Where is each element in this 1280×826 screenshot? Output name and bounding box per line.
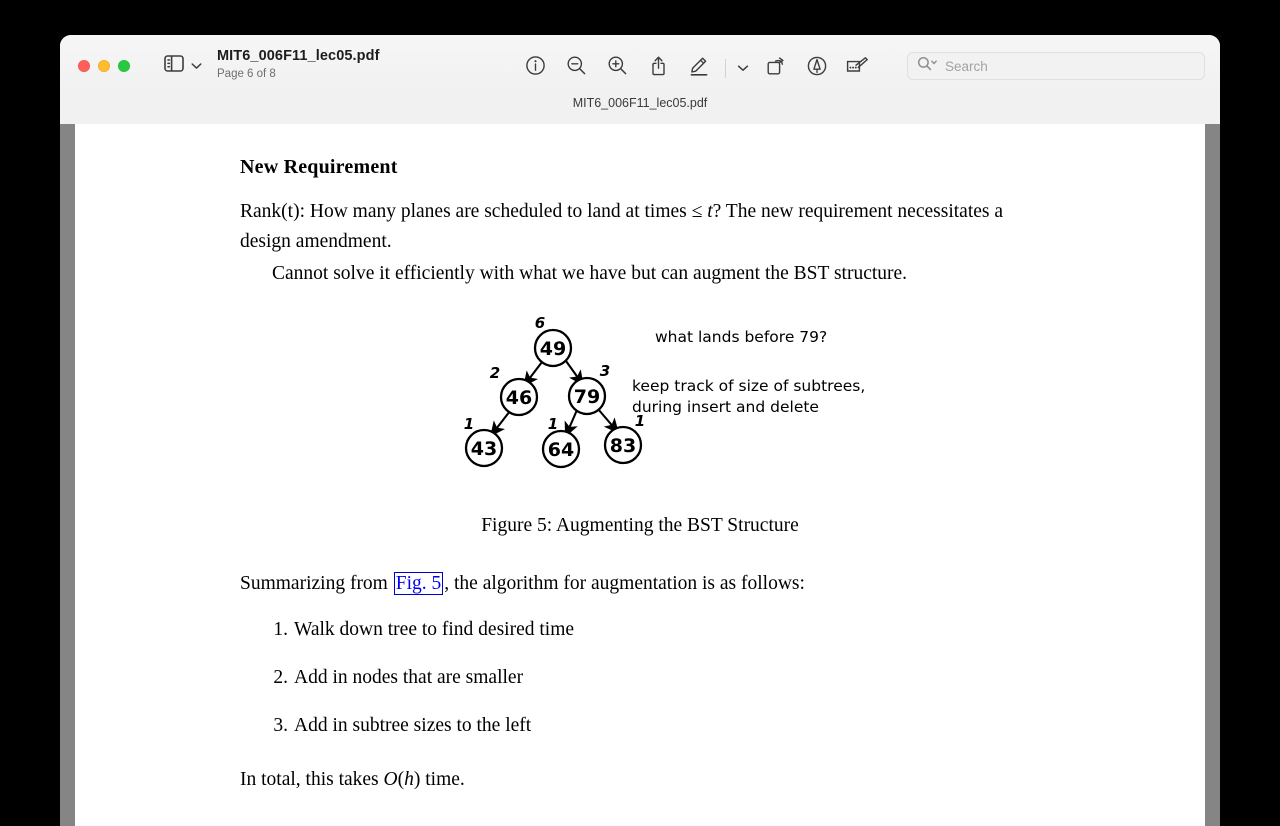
markup-options-button[interactable] [731,51,755,85]
minimize-button[interactable] [98,60,110,72]
edge-left-ll [493,411,510,433]
final-suffix: time. [420,769,465,790]
paragraph-rank-math: ≤ t [691,201,713,222]
summary-prefix: Summarizing from [240,573,393,594]
tree-node-value-79: 79 [573,386,601,408]
figure-annotation-note-line2: during insert and delete [632,398,819,416]
page-indicator: Page 6 of 8 [217,67,276,80]
list-item: Walk down tree to find desired time [294,619,575,640]
info-button[interactable] [515,51,556,85]
summary-suffix: , the algorithm for augmentation is as follows: [444,573,805,594]
document-title-block [217,49,380,81]
paragraph-rank-part2: ? The new requirement necessitates a design amendment. [240,201,1004,252]
final-paren-open: ( [397,769,405,790]
paragraph-cannot-solve: Cannot solve it efficiently with what we have but can augment the BST structure. [272,263,908,284]
preview-window [60,35,1220,826]
figure-annotation-note-line1: keep track of size of subtrees, [632,377,866,395]
pdf-document [75,124,1205,795]
markup-button[interactable] [679,51,720,85]
tree-size-label-49: 6 [534,314,546,332]
zoom-out-button[interactable] [556,51,597,85]
tree-size-label-83: 1 [634,412,646,430]
tree-size-label-64: 1 [547,415,559,433]
tree-node-value-49: 49 [539,338,567,360]
info-icon [525,55,546,81]
page-shadow-right [1205,124,1220,826]
page-title: MIT6_006F11_lec05.pdf [217,48,380,64]
rotate-right-icon [765,55,787,82]
pdf-page [75,124,1205,826]
rotate-right-button[interactable] [755,51,796,85]
figure-caption: Figure 5: Augmenting the BST Structure [481,515,799,536]
edge-root-left [526,362,542,383]
search-icon [917,56,938,76]
figure-annotation-question: what lands before 79? [655,328,828,346]
search-input[interactable]: Search [945,58,988,74]
sidebar-icon [164,55,184,77]
final-paren-close: ) [413,769,421,790]
paragraph-rank [240,197,1040,257]
tree-size-label-79: 3 [599,362,611,380]
tree-node-value-43: 43 [470,438,498,460]
sign-icon [845,56,870,81]
tree-node-value-46: 46 [505,387,533,409]
figure-5 [240,311,1040,491]
chevron-down-icon [191,57,202,75]
document-name-bar [60,92,1220,124]
tree-size-label-46: 2 [489,364,501,382]
chevron-down-icon [737,59,749,77]
page-shadow-left [60,124,75,826]
list-item: Add in nodes that are smaller [294,667,524,688]
edge-right-rl [567,410,577,433]
pdf-content-area[interactable] [60,124,1220,826]
section-heading: New Requirement [240,156,398,178]
window-titlebar [60,35,1220,92]
tree-node-value-83: 83 [609,435,637,457]
final-math-h: h [404,769,414,790]
zoom-in-icon [607,55,628,81]
sign-button[interactable] [837,51,878,85]
zoom-out-icon [566,55,587,81]
toolbar-separator [725,59,726,78]
paragraph-rank-part1: Rank(t): How many planes are scheduled to land at times [240,201,692,222]
list-item: Add in subtree sizes to the left [294,715,532,736]
share-button[interactable] [638,51,679,85]
paragraph-summarizing [240,569,1040,599]
tree-node-value-64: 64 [547,439,575,461]
traffic-lights [78,60,130,72]
document-name-label: MIT6_006F11_lec05.pdf [572,96,708,110]
toolbar [515,51,878,85]
algorithm-steps-list [240,617,1040,739]
edge-right-rr [598,409,616,430]
tree-size-label-43: 1 [463,415,475,433]
sidebar-toggle-button[interactable] [164,55,202,77]
close-button[interactable] [78,60,90,72]
annotate-icon [806,55,828,82]
final-math-o: O [383,769,398,790]
share-icon [648,55,669,82]
zoom-button[interactable] [118,60,130,72]
zoom-in-button[interactable] [597,51,638,85]
final-prefix: In total, this takes [240,769,384,790]
search-field[interactable] [907,52,1205,80]
figure-annotation-note [632,376,865,418]
annotate-button[interactable] [796,51,837,85]
paragraph-total-time [240,765,1040,795]
markup-pen-icon [688,54,711,82]
tree-node-values [471,338,636,461]
figure-link[interactable]: Fig. 5 [395,573,442,594]
